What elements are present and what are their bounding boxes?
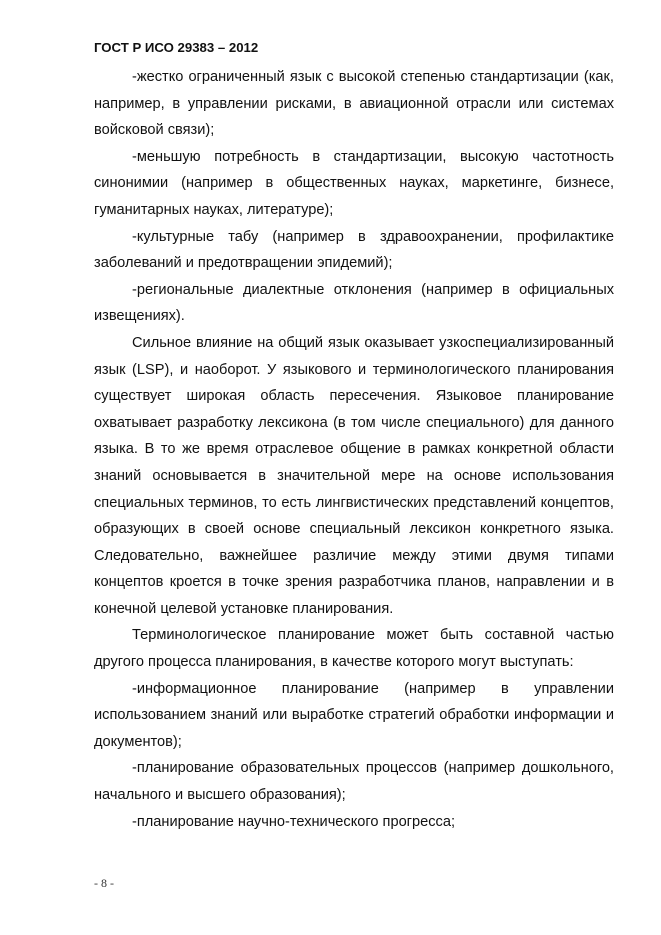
list-item-regional-dialects: -региональные диалектные отклонения (например в официальных извещениях). — [94, 281, 614, 325]
list-item-less-standardization: -меньшую потребность в стандартизации, высокую частотность синонимии (например в общественных науках, маркетинге, бизнесе, гуманитарных науках, литературе); — [94, 148, 614, 218]
list-item-education-planning: -планирование образовательных процессов (например дошкольного, начального и высшего образования); — [94, 760, 614, 804]
paragraph-terminology-planning: Терминологическое планирование может быть составной частью другого процесса планирования, в качестве которого могут выступать: — [94, 627, 614, 671]
list-item-restricted-language: -жестко ограниченный язык с высокой степенью стандартизации (как, например, в управлении рисками, в авиационной отрасли или системах войсковой связи); — [94, 69, 614, 139]
document-header-standard-id: ГОСТ Р ИСО 29383 – 2012 — [94, 40, 259, 55]
list-item-information-planning: -информационное планирование (например в управлении использованием знаний или выработке стратегий обработки информации и документов); — [94, 680, 614, 750]
paragraph-lsp-influence: Сильное влияние на общий язык оказывает узкоспециализированный язык (LSP), и наоборот. У языкового и терминологического планирования существует широкая область пересечения. Языковое планирование охватывает разработку лексикона (в том числе специального) для данного языка. В то же время отраслевое общение в рамках конкретной области знаний основывается в значительной мере на основе использования специальных терминов, то есть лингвистических представлений концептов, образующих в своей основе специальный лексикон конкретного языка. Следовательно, важнейшее различие между этими двумя типами концептов кроется в точке зрения разработчика планов, направлении и в конечной целевой установке планирования. — [94, 334, 614, 617]
page-number: - 8 - — [94, 876, 114, 890]
list-item-cultural-taboos: -культурные табу (например в здравоохранении, профилактике заболеваний и предотвращении эпидемий); — [94, 228, 614, 272]
list-item-scitech-planning: -планирование научно-технического прогресса; — [132, 813, 456, 830]
document-body — [94, 64, 614, 835]
